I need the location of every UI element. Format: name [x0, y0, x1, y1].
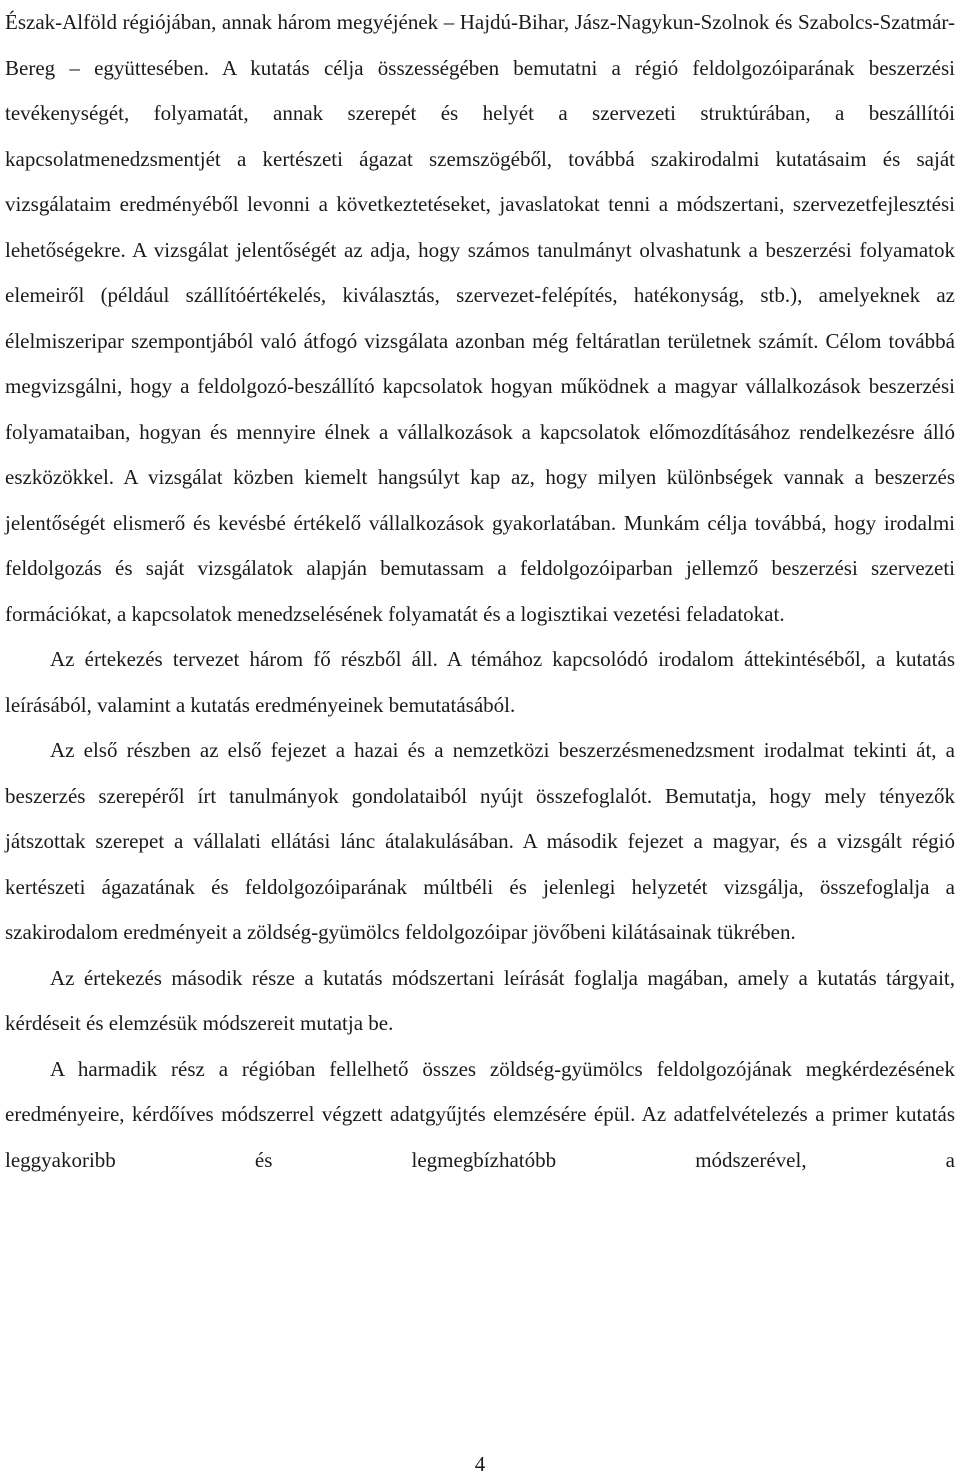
page-number: 4 [474, 1452, 486, 1476]
paragraph-part-three: A harmadik rész a régióban fellelhető összes zöldség-gyümölcs feldolgozójának megkérdezésének eredményeire, kérdőíves módszerrel végzett adatgyűjtés elemzésére épül. Az adatfelvételezés a primer kutatás leggyakoribb és legmegbízhatóbb módszerével, a [5, 1056, 955, 1172]
body-text [5, 0, 955, 1183]
paragraph-part-one: Az első részben az első fejezet a hazai és a nemzetközi beszerzésmenedzsment irodalmat tekinti át, a beszerzés szerepéről írt tanulmányok gondolataiból nyújt összefoglalót. Bemutatja, hogy mely tényezők játszottak szerepet a vállalati ellátási lánc átalakulásában. A második fejezet a magyar, és a vizsgált régió kertészeti ágazatának és feldolgozóiparának múltbéli és jelenlegi helyzetét vizsgálja, összefoglalja a szakirodalom eredményeit a zöldség-gyümölcs feldolgozóipar jövőbeni kilátásainak tükrében. [5, 738, 955, 944]
paragraph-structure: Az értekezés tervezet három fő részből áll. A témához kapcsolódó irodalom áttekintéséből, a kutatás leírásából, valamint a kutatás eredményeinek bemutatásából. [5, 647, 955, 717]
paragraph-continuation: Észak-Alföld régiójában, annak három megyéjének – Hajdú-Bihar, Jász-Nagykun-Szolnok és Szabolcs-Szatmár-Bereg – együttesében. A kutatás célja összességében bemutatni a régió feldolgozóiparának beszerzési tevékenységét, folyamatát, annak szerepét és helyét a szervezeti struktúrában, a beszállítói kapcsolatmenedzsmentjét a kertészeti ágazat szemszögéből, továbbá szakirodalmi kutatásaim és saját vizsgálataim eredményéből levonni a következtetéseket, javaslatokat tenni a módszertani, szervezetfejlesztési lehetőségekre. A vizsgálat jelentőségét az adja, hogy számos tanulmányt olvashatunk a beszerzési folyamatok elemeiről (például szállítóértékelés, kiválasztás, szervezet-felépítés, hatékonyság, stb.), amelyeknek az élelmiszeripar szempontjából való átfogó vizsgálata azonban még feltáratlan területnek számít. Célom továbbá megvizsgálni, hogy a feldolgozó-beszállító kapcsolatok hogyan működnek a magyar vállalkozások beszerzési folyamataiban, hogyan és mennyire élnek a vállalkozások a kapcsolatok előmozdításához rendelkezésre álló eszközökkel. A vizsgálat közben kiemelt hangsúlyt kap az, hogy milyen különbségek vannak a beszerzés jelentőségét elismerő és kevésbé értékelő vállalkozások gyakorlatában. Munkám célja továbbá, hogy irodalmi feldolgozás és saját vizsgálatok alapján bemutassam a feldolgozóiparban jellemző beszerzési szervezeti formációkat, a kapcsolatok menedzselésének folyamatát és a logisztikai vezetési feladatokat. [5, 10, 955, 626]
paragraph-part-two: Az értekezés második része a kutatás módszertani leírását foglalja magában, amely a kutatás tárgyait, kérdéseit és elemzésük módszereit mutatja be. [5, 965, 955, 1035]
